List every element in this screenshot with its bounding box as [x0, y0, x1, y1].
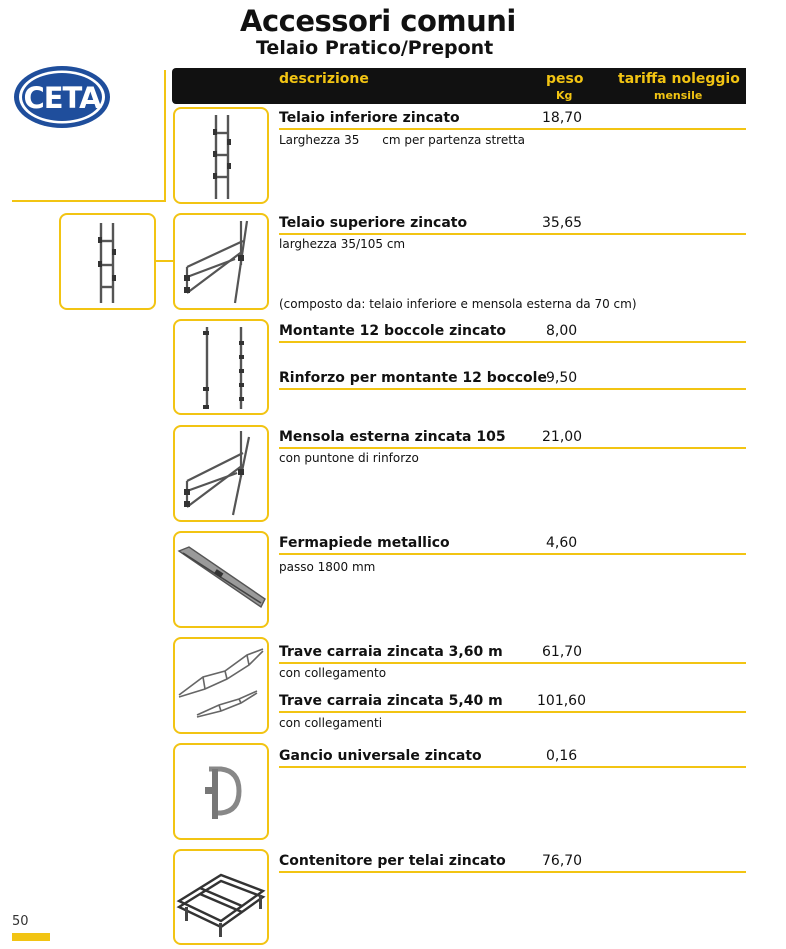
product-image-telaio-superiore: [173, 213, 269, 310]
row-divider: [279, 233, 746, 235]
item-name: Trave carraia zincata 5,40 m: [279, 693, 503, 709]
header-peso-unit: Kg: [556, 89, 573, 102]
item-peso: 8,00: [546, 323, 578, 339]
product-image-telaio-inferiore: [173, 107, 269, 204]
row-divider: [279, 341, 746, 343]
ceta-logo: [12, 64, 112, 130]
page-number-bar: [12, 933, 50, 941]
item-desc: passo 1800 mm: [279, 560, 376, 574]
row-divider: [279, 711, 746, 713]
page-number: 50: [12, 914, 29, 929]
item-peso: 76,70: [542, 853, 583, 869]
product-image-contenitore: [173, 849, 269, 945]
item-peso: 101,60: [537, 693, 586, 709]
connector-line: [12, 200, 166, 202]
product-image-mensola: [173, 425, 269, 522]
item-desc: larghezza 35/105 cm: [279, 237, 406, 251]
item-peso: 9,50: [546, 370, 578, 386]
row-divider: [279, 128, 746, 130]
item-name: Trave carraia zincata 3,60 m: [279, 644, 503, 660]
item-peso: 0,16: [546, 748, 578, 764]
product-image-trave-carraia: [173, 637, 269, 734]
item-peso: 4,60: [546, 535, 578, 551]
item-name: Gancio universale zincato: [279, 748, 482, 764]
row-divider: [279, 388, 746, 390]
item-desc: con puntone di rinforzo: [279, 451, 419, 465]
item-note: (composto da: telaio inferiore e mensola esterna da 70 cm): [279, 297, 637, 311]
header-tariffa-sub: mensile: [654, 89, 703, 102]
item-peso: 18,70: [542, 110, 583, 126]
svg-text:CETA: CETA: [23, 81, 101, 115]
header-peso: peso: [546, 71, 584, 87]
item-name: Fermapiede metallico: [279, 535, 450, 551]
item-desc: con collegamento: [279, 666, 387, 680]
product-image-fermapiede: [173, 531, 269, 628]
product-image-gancio: [173, 743, 269, 840]
item-peso: 61,70: [542, 644, 583, 660]
item-desc: Larghezza 35 cm per partenza stretta: [279, 133, 525, 147]
row-divider: [279, 553, 746, 555]
row-divider: [279, 871, 746, 873]
item-name: Montante 12 boccole zincato: [279, 323, 507, 339]
row-divider: [279, 662, 746, 664]
table-header: [172, 68, 746, 104]
header-tariffa: tariffa noleggio: [618, 71, 740, 87]
row-divider: [279, 447, 746, 449]
row-divider: [279, 766, 746, 768]
connector-line: [164, 70, 166, 202]
product-image-montante: [173, 319, 269, 415]
item-name: Mensola esterna zincata 105: [279, 429, 506, 445]
page-subtitle: Telaio Pratico/Prepont: [256, 37, 494, 59]
item-name: Rinforzo per montante 12 boccole: [279, 370, 547, 386]
page-title: Accessori comuni: [240, 4, 516, 38]
item-peso: 21,00: [542, 429, 583, 445]
item-name: Telaio superiore zincato: [279, 215, 468, 231]
connector-line: [155, 260, 174, 262]
item-name: Telaio inferiore zincato: [279, 110, 460, 126]
header-descrizione: descrizione: [279, 71, 369, 87]
product-image-telaio-inferiore-side: [59, 213, 156, 310]
item-peso: 35,65: [542, 215, 583, 231]
item-name: Contenitore per telai zincato: [279, 853, 506, 869]
item-desc: con collegamenti: [279, 716, 383, 730]
